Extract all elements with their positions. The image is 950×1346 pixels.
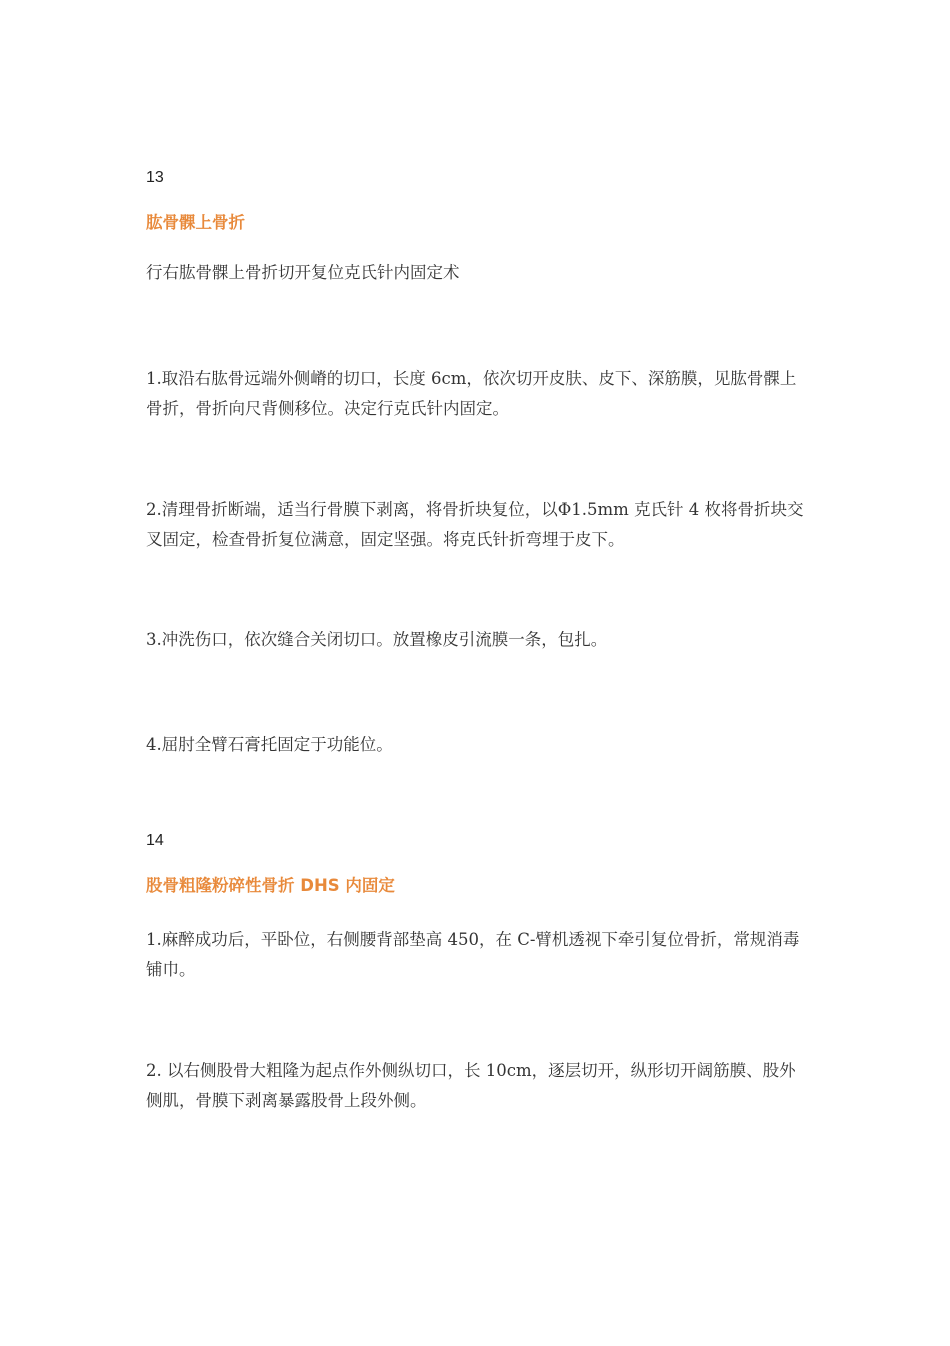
step-paragraph: 2.清理骨折断端，适当行骨膜下剥离，将骨折块复位，以Φ1.5mm 克氏针 4 枚将骨折块交叉固定，检查骨折复位满意，固定坚强。将克氏针折弯埋于皮下。 (146, 500, 804, 549)
step-paragraph: 3.冲洗伤口，依次缝合关闭切口。放置橡皮引流膜一条，包扎。 (146, 630, 608, 649)
section-number: 13 (146, 169, 164, 186)
section-heading: 肱骨髁上骨折 (146, 213, 245, 232)
section-subtitle: 行右肱骨髁上骨折切开复位克氏针内固定术 (146, 263, 460, 282)
step-paragraph: 1.麻醉成功后，平卧位，右侧腰背部垫高 450，在 C-臂机透视下牵引复位骨折，常规消毒铺巾。 (146, 930, 800, 979)
section-number: 14 (146, 832, 164, 849)
step-paragraph: 4.屈肘全臂石膏托固定于功能位。 (146, 735, 393, 754)
step-paragraph: 1.取沿右肱骨远端外侧嵴的切口，长度 6cm，依次切开皮肤、皮下、深筋膜，见肱骨髁上骨折，骨折向尺背侧移位。决定行克氏针内固定。 (146, 369, 797, 418)
section-heading: 股骨粗隆粉碎性骨折 DHS 内固定 (146, 876, 395, 895)
step-paragraph: 2. 以右侧股骨大粗隆为起点作外侧纵切口，长 10cm，逐层切开，纵形切开阔筋膜、股外侧肌，骨膜下剥离暴露股骨上段外侧。 (146, 1061, 796, 1110)
